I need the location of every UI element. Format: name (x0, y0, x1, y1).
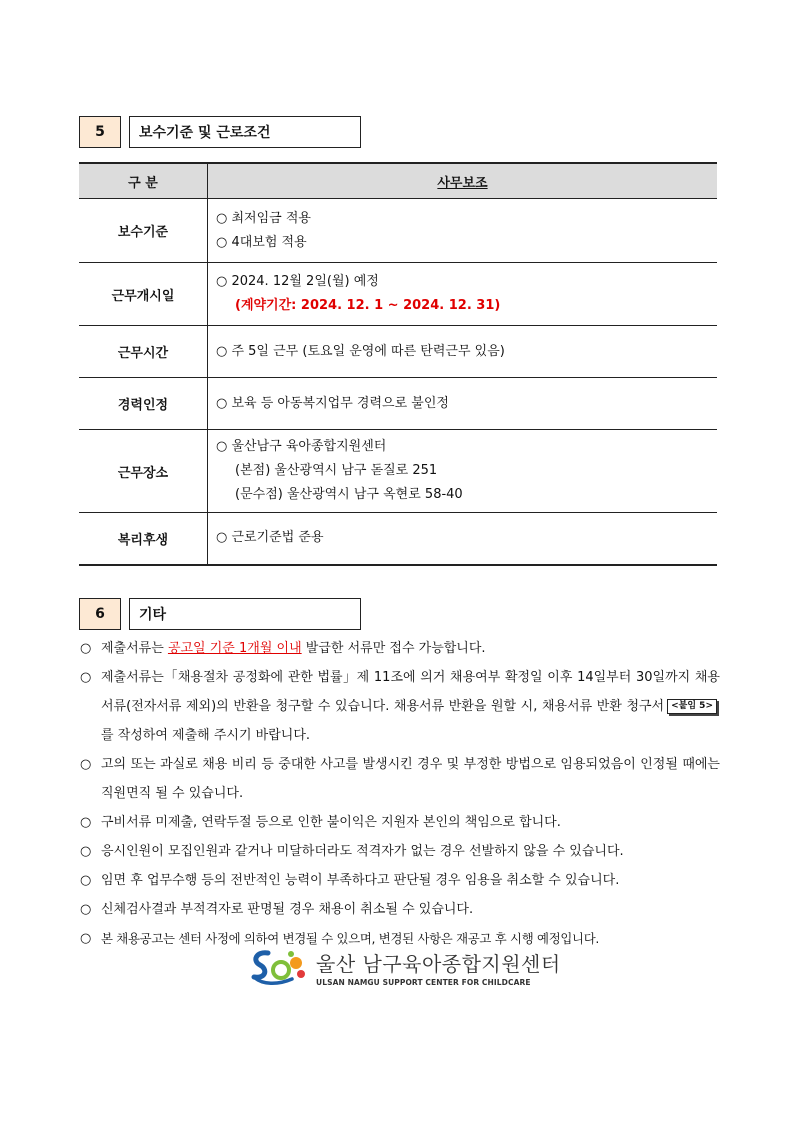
center-logo (248, 947, 561, 987)
list-item: ○ 신체검사결과 부적격자로 판명될 경우 채용이 취소될 수 있습니다. (80, 895, 720, 924)
bullet-icon: ○ (80, 844, 92, 859)
list-item: ○ 제출서류는「채용절차 공정화에 관한 법률」제 11조에 의거 채용여부 확정일 이후 14일부터 30일까지 채용서류(전자서류 제외)의 반환을 청구할 수 있습니다. 채용서류 반환을 원할 시, 채용서류 반환 청구서 <붙임 5>를 작성하여 제출해 주시기 바랍니다. (80, 663, 720, 750)
table-header-row (79, 163, 717, 199)
contract-period: (계약기간: 2024. 12. 1 ~ 2024. 12. 31) (235, 298, 501, 313)
row-label: 근무시간 (79, 326, 208, 378)
row-value: ○ 울산남구 육아종합지원센터 (본점) 울산광역시 남구 돋질로 251 (문수점) 울산광역시 남구 옥현로 58-40 (208, 430, 718, 513)
row-value: ○ 2024. 12월 2일(월) 예정 (계약기간: 2024. 12. 1 ~ 2024. 12. 31) (208, 263, 718, 326)
table-row (79, 263, 717, 326)
section-title: 기타 (129, 598, 361, 630)
table-row (79, 326, 717, 378)
section-number: 6 (79, 598, 121, 630)
list-item: ○ 본 채용공고는 센터 사정에 의하여 변경될 수 있으며, 변경된 사항은 재공고 후 시행 예정입니다. (80, 924, 720, 953)
bullet-icon: ○ (80, 815, 92, 830)
notes-list (80, 634, 720, 953)
table-row (79, 430, 717, 513)
table-row (79, 199, 717, 263)
list-item: ○ 고의 또는 과실로 채용 비리 등 중대한 사고를 발생시킨 경우 및 부정한 방법으로 임용되었음이 인정될 때에는 직원면직 될 수 있습니다. (80, 750, 720, 808)
row-value: ○ 최저임금 적용 ○ 4대보험 적용 (208, 199, 718, 263)
conditions-table (79, 162, 717, 566)
attachment-badge: <붙임 5> (667, 699, 717, 714)
center-logo-icon (248, 947, 310, 987)
table-row (79, 513, 717, 565)
row-label: 경력인정 (79, 378, 208, 430)
row-label: 근무개시일 (79, 263, 208, 326)
center-name-korean: 울산 남구육아종합지원센터 (316, 951, 561, 976)
bullet-icon: ○ (80, 873, 92, 888)
bullet-icon: ○ (80, 902, 92, 917)
bullet-icon: ○ (80, 757, 92, 772)
bullet-icon: ○ (80, 670, 92, 685)
row-value: ○ 주 5일 근무 (토요일 운영에 따른 탄력근무 있음) (208, 326, 718, 378)
row-label: 보수기준 (79, 199, 208, 263)
list-item: ○ 제출서류는 공고일 기준 1개월 이내 발급한 서류만 접수 가능합니다. (80, 634, 720, 663)
list-item: ○ 구비서류 미제출, 연락두절 등으로 인한 불이익은 지원자 본인의 책임으로 합니다. (80, 808, 720, 837)
bullet-icon: ○ (80, 641, 92, 656)
table-row (79, 378, 717, 430)
deadline-highlight: 공고일 기준 1개월 이내 (167, 641, 302, 656)
center-name-english: ULSAN NAMGU SUPPORT CENTER FOR CHILDCARE (316, 977, 531, 987)
header-job: 사무보조 (208, 163, 718, 199)
list-item: ○ 임면 후 업무수행 등의 전반적인 능력이 부족하다고 판단될 경우 임용을 취소할 수 있습니다. (80, 866, 720, 895)
row-label: 복리후생 (79, 513, 208, 565)
list-item: ○ 응시인원이 모집인원과 같거나 미달하더라도 적격자가 없는 경우 선발하지 않을 수 있습니다. (80, 837, 720, 866)
section-title: 보수기준 및 근로조건 (129, 116, 361, 148)
row-value: ○ 보육 등 아동복지업무 경력으로 불인정 (208, 378, 718, 430)
section-number: 5 (79, 116, 121, 148)
row-label: 근무장소 (79, 430, 208, 513)
row-value: ○ 근로기준법 준용 (208, 513, 718, 565)
bullet-icon: ○ (80, 931, 92, 946)
section-6-header (79, 598, 361, 630)
header-category: 구 분 (79, 163, 208, 199)
section-5-header (79, 116, 361, 148)
